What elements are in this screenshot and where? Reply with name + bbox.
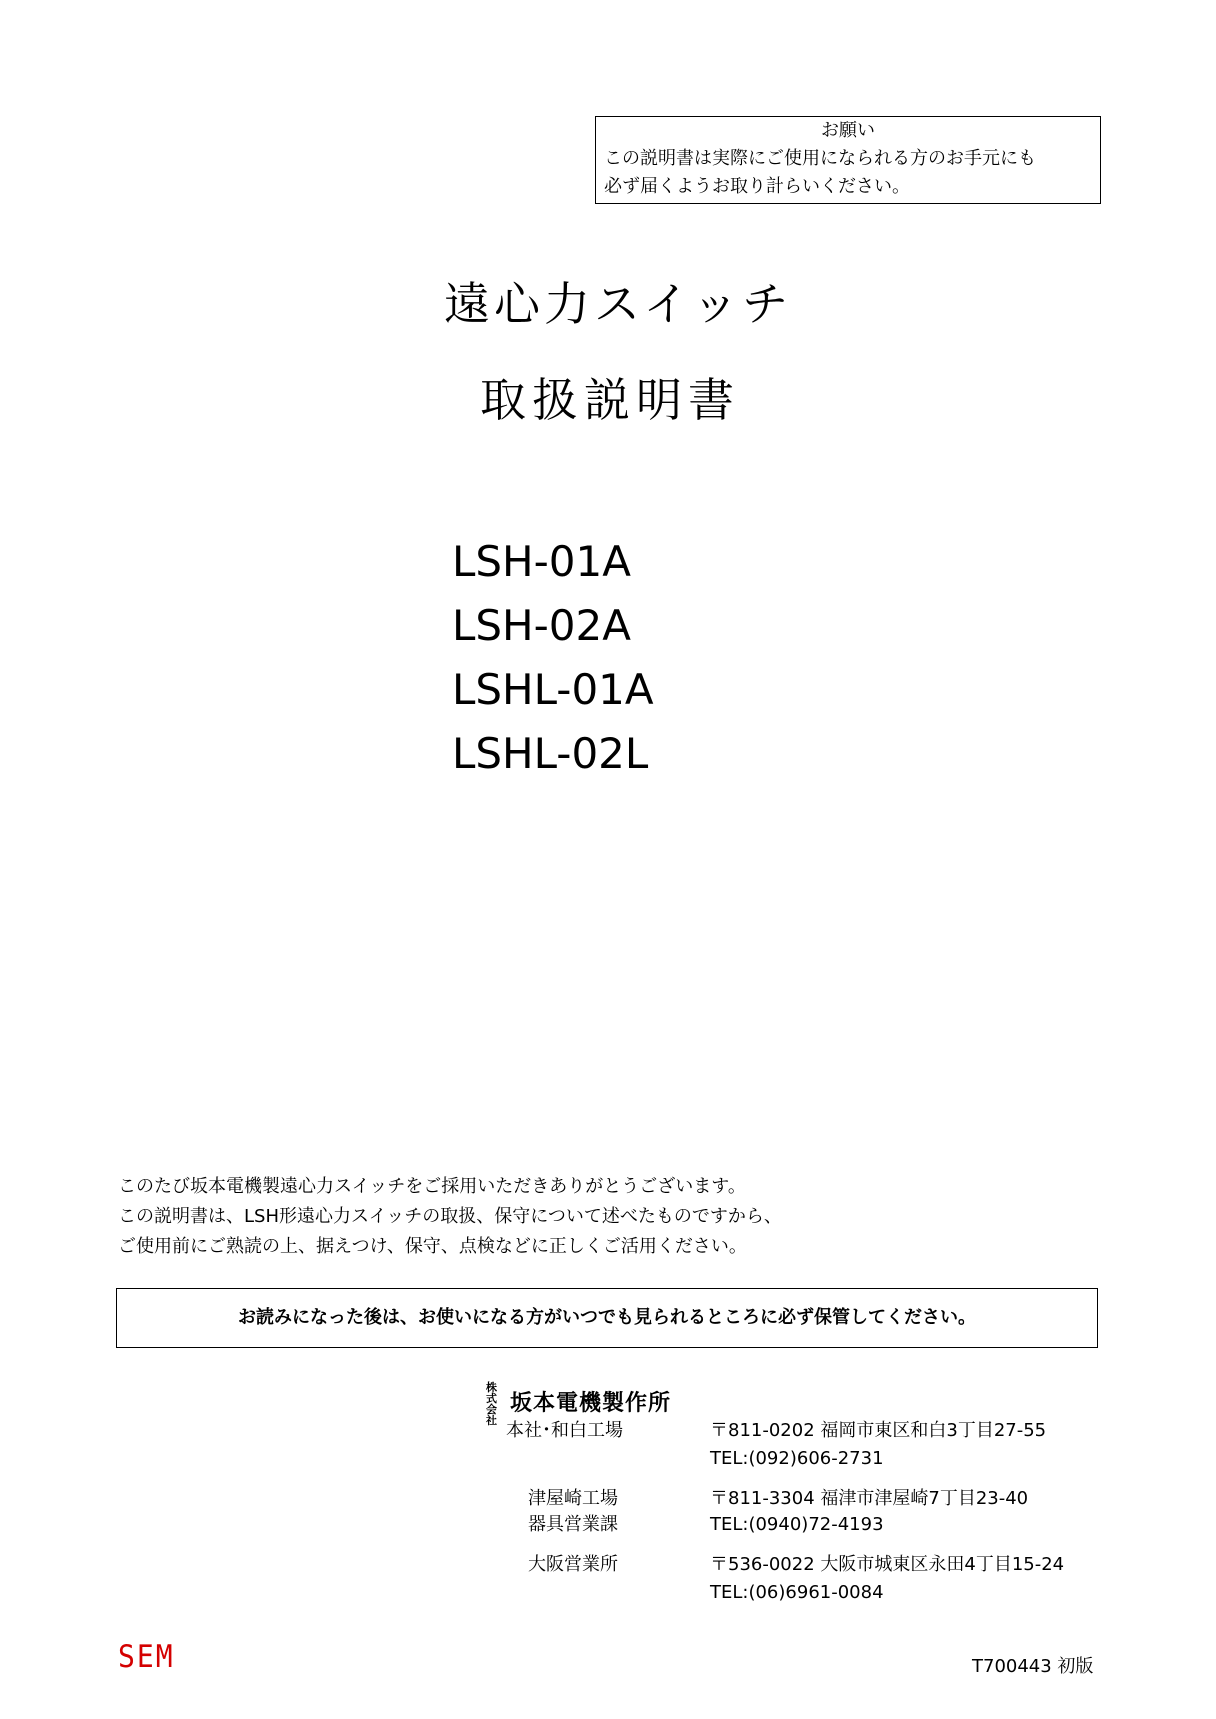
office-tel: TEL:(092)606-2731 [710, 1448, 884, 1469]
office-label [528, 1552, 618, 1578]
intro-line-1: このたび坂本電機製遠心力スイッチをご採用いただきありがとうございます。 [118, 1176, 746, 1197]
office-label-line: 津屋崎工場 [528, 1488, 618, 1509]
office-contact [710, 1486, 1028, 1538]
model-item: LSHL-02L [452, 729, 649, 778]
request-line-1: この説明書は実際にご使用になられる方のお手元にも [604, 148, 1036, 169]
model-item: LSHL-01A [452, 665, 654, 714]
model-item: LSH-02A [452, 601, 631, 650]
model-item: LSH-01A [452, 537, 631, 586]
office-address: 〒811-3304 福津市津屋崎7丁目23-40 [710, 1488, 1029, 1509]
document-number: T700443 初版 [972, 1656, 1094, 1677]
office-address: 〒536-0022 大阪市城東区永田4丁目15-24 [710, 1554, 1065, 1575]
intro-text [118, 1172, 782, 1262]
request-notice-box [595, 116, 1101, 204]
intro-line-2: この説明書は、LSH形遠心力スイッチの取扱、保守について述べたものですから、 [118, 1206, 782, 1227]
office-tel: TEL:(06)6961-0084 [710, 1582, 884, 1603]
office-contact [710, 1552, 1064, 1606]
document-title: 遠心力スイッチ [444, 277, 793, 331]
office-address: 〒811-0202 福岡市東区和白3丁目27-55 [710, 1420, 1047, 1441]
sem-logo: SEM [118, 1638, 175, 1675]
intro-line-3: ご使用前にご熟読の上、据えつけ、保守、点検などに正しくご活用ください。 [118, 1236, 747, 1257]
office-label-line: 本社･和白工場 [506, 1420, 623, 1441]
office-tel: TEL:(0940)72-4193 [710, 1514, 884, 1535]
company-prefix: 株式会社 [486, 1381, 498, 1427]
office-label [528, 1486, 618, 1538]
document-subtitle: 取扱説明書 [480, 373, 740, 427]
keep-notice-text: お読みになった後は、お使いになる方がいつでも見られるところに必ず保管してください。 [238, 1307, 976, 1328]
company-name-text: 坂本電機製作所 [510, 1391, 672, 1416]
office-contact [710, 1418, 1046, 1472]
request-line-2: 必ず届くようお取り計らいください。 [604, 176, 910, 197]
request-heading: お願い [821, 120, 875, 141]
model-list [452, 530, 654, 786]
office-label [506, 1418, 623, 1444]
office-label-line: 器具営業課 [528, 1514, 618, 1535]
office-label-line: 大阪営業所 [528, 1554, 618, 1575]
keep-notice-box [116, 1288, 1098, 1348]
